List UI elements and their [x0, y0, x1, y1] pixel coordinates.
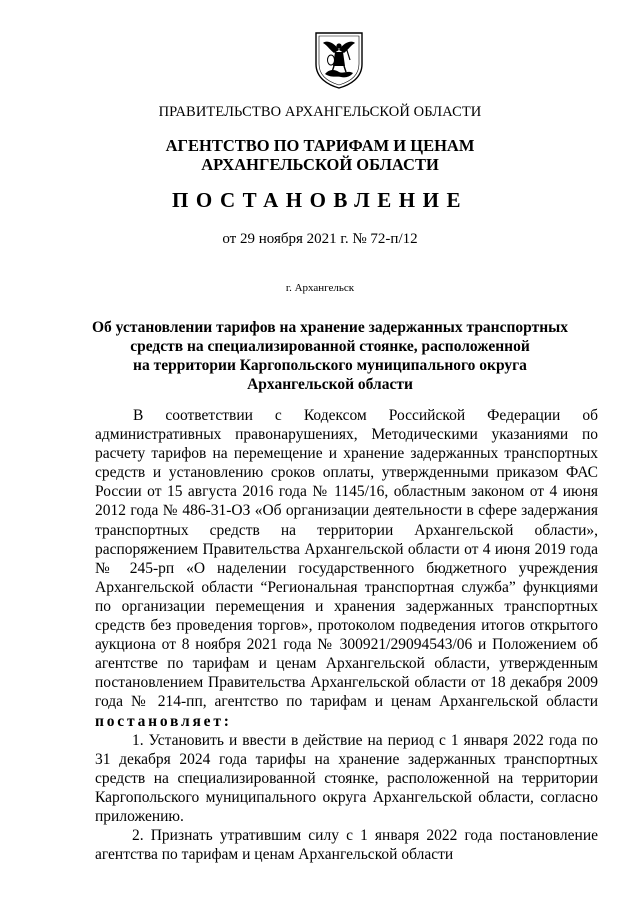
government-name: ПРАВИТЕЛЬСТВО АРХАНГЕЛЬСКОЙ ОБЛАСТИ [158, 104, 482, 120]
document-title [60, 318, 600, 394]
title-line-1: Об установлении тарифов на хранение задержанных транспортных [91, 319, 568, 336]
coat-of-arms-icon [312, 30, 366, 90]
preamble-text: В соответствии с Кодексом Российской Федерации об административных правонарушениях, Методическими указаниями по расчету тарифов на перемещение и хранение задержанных транспортных средств и установлению сроков оплаты, утвержденными приказом ФАС России от 15 августа 2016 года № 1145/16, областным законом от 4 июня 2012 года № 486-31-ОЗ «Об организации деятельности в сфере задержания транспортных средств на территории Архангельской области», распоряжением Правительства Архангельской области от 4 июня 2019 года № 245-рп «О наделении государственного бюджетного учреждения Архангельской области “Региональная транспортная служба” функциями по организации перемещения и хранения задержанных транспортных средств без проведения торгов», протоколом подведения итогов открытого аукциона от 8 ноября 2021 года № 300921/29094543/06 и Положением об агентстве по тарифам и ценам Архангельской области, утвержденным постановлением Правительства Архангельской области от 18 декабря 2009 года № 214-пп, агентство по тарифам и ценам Архангельской области [95, 407, 598, 711]
document-body [95, 406, 598, 864]
agency-name-line-1: АГЕНТСТВО ПО ТАРИФАМ И ЦЕНАМ [165, 136, 475, 155]
document-date-number: от 29 ноября 2021 г. № 72-п/12 [222, 231, 418, 247]
preamble-paragraph [95, 406, 598, 731]
title-line-2: средств на специализированной стоянке, расположенной [130, 338, 530, 355]
title-line-3: на территории Каргопольского муниципального округа [133, 357, 527, 374]
decree-item-1: 1. Установить и ввести в действие на период с 1 января 2022 года по 31 декабря 2024 года тарифы на хранение задержанных транспортных средств на специализированной стоянке, расположенной на территории Каргопольского муниципального округа Архангельской области, согласно приложению. [95, 731, 598, 825]
document-city: г. Архангельск [285, 282, 355, 294]
agency-name [0, 136, 640, 174]
decree-item-2: 2. Признать утратившим силу с 1 января 2022 года постановление агентства по тарифам и ценам Архангельской области [95, 827, 598, 864]
decree-word: постановляет: [95, 712, 232, 730]
document-type-heading: ПОСТАНОВЛЕНИЕ [172, 188, 468, 212]
title-line-4: Архангельской области [247, 376, 413, 393]
agency-name-line-2: АРХАНГЕЛЬСКОЙ ОБЛАСТИ [201, 155, 439, 174]
